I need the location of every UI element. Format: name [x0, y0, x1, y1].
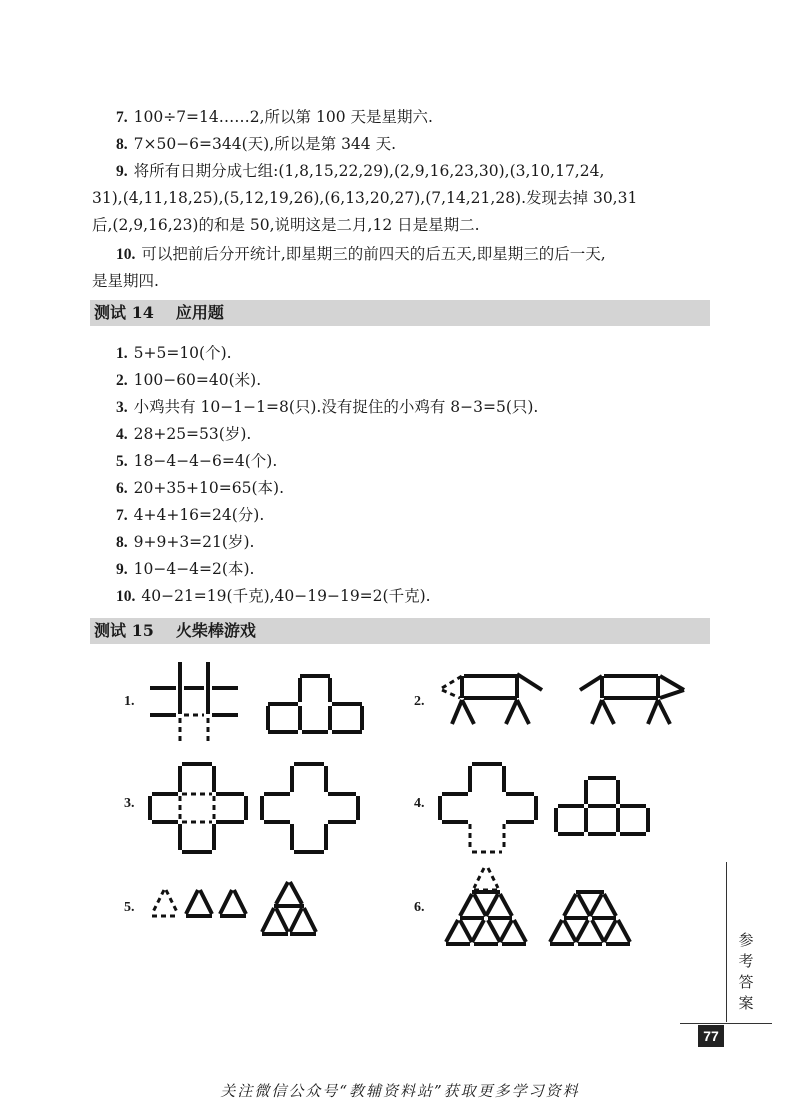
- s14-answer-4: 4. 28+25=53(岁).: [116, 425, 252, 443]
- answer-10-line1: 10. 可以把前后分开统计,即星期三的前四天的后五天,即星期三的后一天,: [116, 245, 606, 263]
- answer-9-line3: 后,(2,9,16,23)的和是 50,说明这是二月,12 日是星期二.: [92, 216, 480, 234]
- figure-3-label: 3.: [124, 796, 135, 811]
- figure-1-before: [150, 662, 238, 744]
- s14-answer-6: 6. 20+35+10=65(本).: [116, 479, 285, 497]
- s14-answer-5: 5. 18−4−4−6=4(个).: [116, 452, 278, 470]
- side-tab-label: 参考答案: [738, 931, 754, 1012]
- page-number: 77: [698, 1025, 724, 1047]
- s14-answer-2: 2. 100−60=40(米).: [116, 371, 262, 389]
- figure-5-label: 5.: [124, 900, 135, 915]
- s14-answer-3: 3. 小鸡共有 10−1−1=8(只).没有捉住的小鸡有 8−3=5(只).: [116, 398, 539, 416]
- figure-2-matchsticks: [432, 668, 692, 738]
- s14-answer-7: 7. 4+4+16=24(分).: [116, 506, 265, 524]
- figure-4-matchsticks: [440, 762, 660, 858]
- footer-watermark: 关注微信公众号“教辅资料站”获取更多学习资料: [220, 1082, 580, 1100]
- figure-5-before: [152, 890, 246, 916]
- figure-2-label: 2.: [414, 694, 425, 709]
- s14-answer-9: 9. 10−4−4=2(本).: [116, 560, 255, 578]
- page-number-rule: [680, 1023, 772, 1024]
- figure-5-after: [262, 882, 316, 934]
- answer-7: 7. 100÷7=14……2,所以第 100 天是星期六.: [116, 108, 433, 126]
- figure-4-after: [556, 778, 648, 834]
- figure-4-before: [440, 764, 536, 852]
- section-14-header: 测试 14 应用题: [90, 300, 710, 326]
- answer-9-line1: 9. 将所有日期分成七组:(1,8,15,22,29),(2,9,16,23,30),(3,10,17,24,: [116, 162, 605, 180]
- section-15-header: 测试 15 火柴棒游戏: [90, 618, 710, 644]
- answer-8: 8. 7×50−6=344(天),所以是第 344 天.: [116, 135, 397, 153]
- figure-6-after: [550, 892, 630, 944]
- figure-1-label: 1.: [124, 694, 135, 709]
- figure-6-matchsticks: [436, 864, 646, 954]
- figure-3-matchsticks: [150, 762, 370, 858]
- s14-answer-8: 8. 9+9+3=21(岁).: [116, 533, 255, 551]
- figure-2-after: [580, 676, 684, 724]
- answer-9-line2: 31),(4,11,18,25),(5,12,19,26),(6,13,20,27),(7,14,21,28).发现去掉 30,31: [92, 189, 638, 207]
- figure-1-matchsticks: [140, 660, 380, 750]
- figure-6-before: [446, 868, 526, 944]
- answer-10-line2: 是星期四.: [92, 272, 159, 290]
- figure-2-before: [442, 674, 542, 724]
- figure-1-after: [268, 676, 362, 732]
- figure-4-label: 4.: [414, 796, 425, 811]
- figure-3-before: [150, 764, 246, 852]
- figure-6-label: 6.: [414, 900, 425, 915]
- s14-answer-1: 1. 5+5=10(个).: [116, 344, 232, 362]
- s14-answer-10: 10. 40−21=19(千克),40−19−19=2(千克).: [116, 587, 431, 605]
- figure-3-after: [262, 764, 358, 852]
- figure-5-matchsticks: [148, 876, 328, 942]
